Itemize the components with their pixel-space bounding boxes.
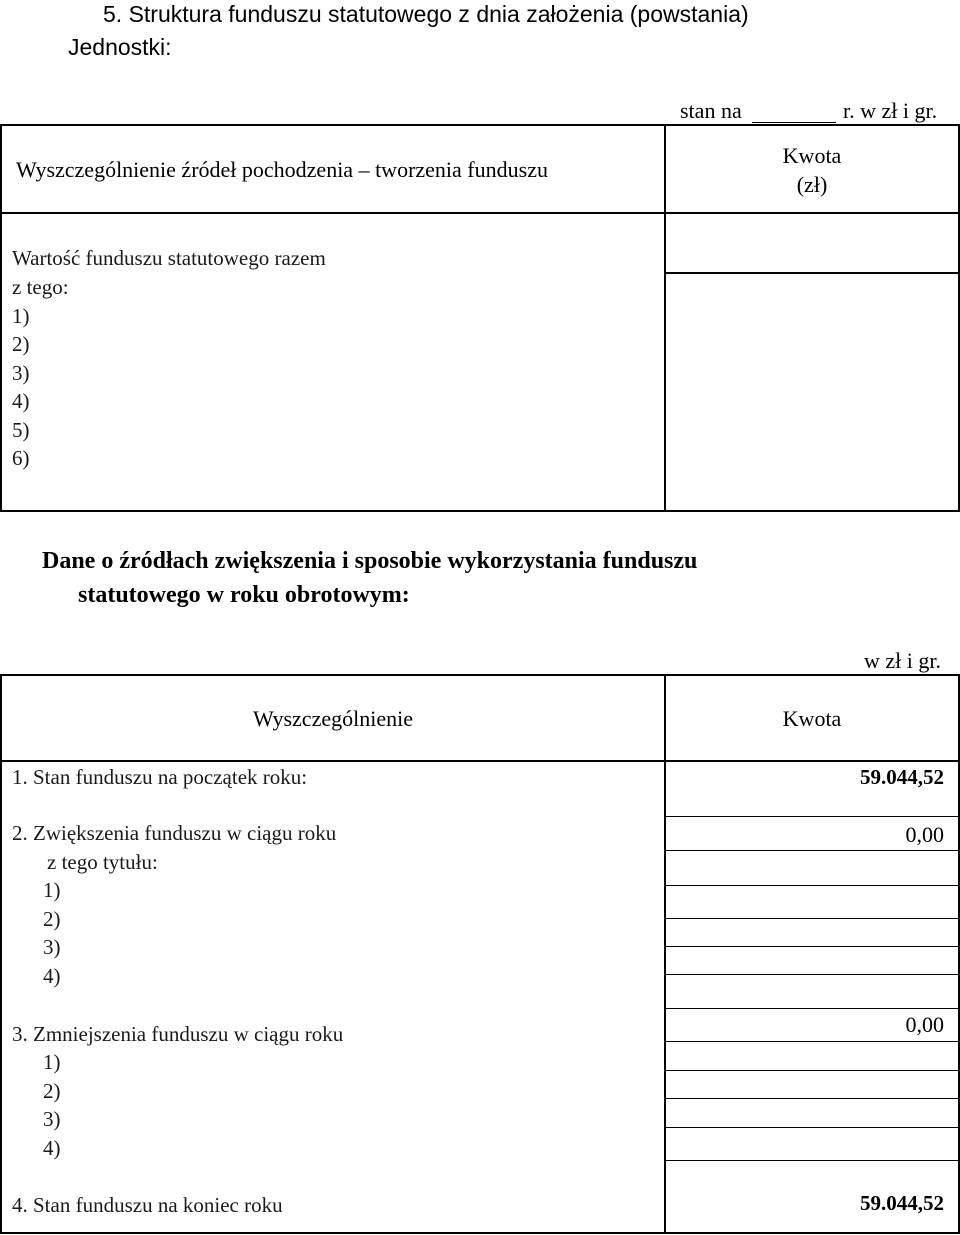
row-decreases-sub: 2) <box>43 1079 61 1103</box>
table1-description-header: Wyszczególnienie źródeł pochodzenia – tworzenia funduszu <box>16 157 548 182</box>
row-decreases-sub: 4) <box>43 1136 61 1160</box>
table1-row: 1) <box>12 304 30 328</box>
table1-row: 6) <box>12 446 30 470</box>
table2-amount-header: Kwota <box>782 706 842 731</box>
table1-row: 5) <box>12 418 30 442</box>
unit-label: r. w zł i gr. <box>843 98 938 123</box>
row-increases-sub: 2) <box>43 907 61 931</box>
row-closing-balance-value: 59.044,52 <box>860 1191 944 1215</box>
table1-row: 4) <box>12 389 30 413</box>
row-decreases-label: 3. Zmniejszenia funduszu w ciągu roku <box>12 1022 344 1046</box>
section2-heading: Dane o źródłach zwiększenia i sposobie wykorzystania funduszu <box>42 548 698 574</box>
row-increases-sub: z tego tytułu: <box>47 850 158 874</box>
row-increases-sub: 4) <box>43 964 61 988</box>
section-title: 5. Struktura funduszu statutowego z dnia założenia (powstania) <box>103 1 749 27</box>
row-increases-sub: 1) <box>43 878 61 902</box>
date-blank-line <box>752 122 836 123</box>
row-opening-balance-value: 59.044,52 <box>860 765 944 789</box>
row-increases-sub: 3) <box>43 935 61 959</box>
row-increases-value: 0,00 <box>905 822 944 847</box>
table1-row: 2) <box>12 332 30 356</box>
section2-unit-label: w zł i gr. <box>864 648 941 673</box>
stan-na-label: stan na <box>680 98 742 123</box>
table1-row: Wartość funduszu statutowego razem <box>12 246 326 270</box>
row-decreases-sub: 1) <box>43 1050 61 1074</box>
table1-amount-header: Kwota <box>782 143 842 168</box>
row-increases-label: 2. Zwiększenia funduszu w ciągu roku <box>12 821 337 845</box>
row-closing-balance-label: 4. Stan funduszu na koniec roku <box>12 1193 283 1217</box>
row-decreases-value: 0,00 <box>905 1012 944 1037</box>
section-title-continuation: Jednostki: <box>68 34 172 60</box>
table1-row: 3) <box>12 361 30 385</box>
section2-heading-continuation: statutowego w roku obrotowym: <box>78 582 410 608</box>
table2-description-header: Wyszczególnienie <box>253 706 413 731</box>
table1-row: z tego: <box>12 275 69 299</box>
row-decreases-sub: 3) <box>43 1107 61 1131</box>
table1-amount-unit: (zł) <box>796 172 828 197</box>
row-opening-balance-label: 1. Stan funduszu na początek roku: <box>12 765 308 789</box>
